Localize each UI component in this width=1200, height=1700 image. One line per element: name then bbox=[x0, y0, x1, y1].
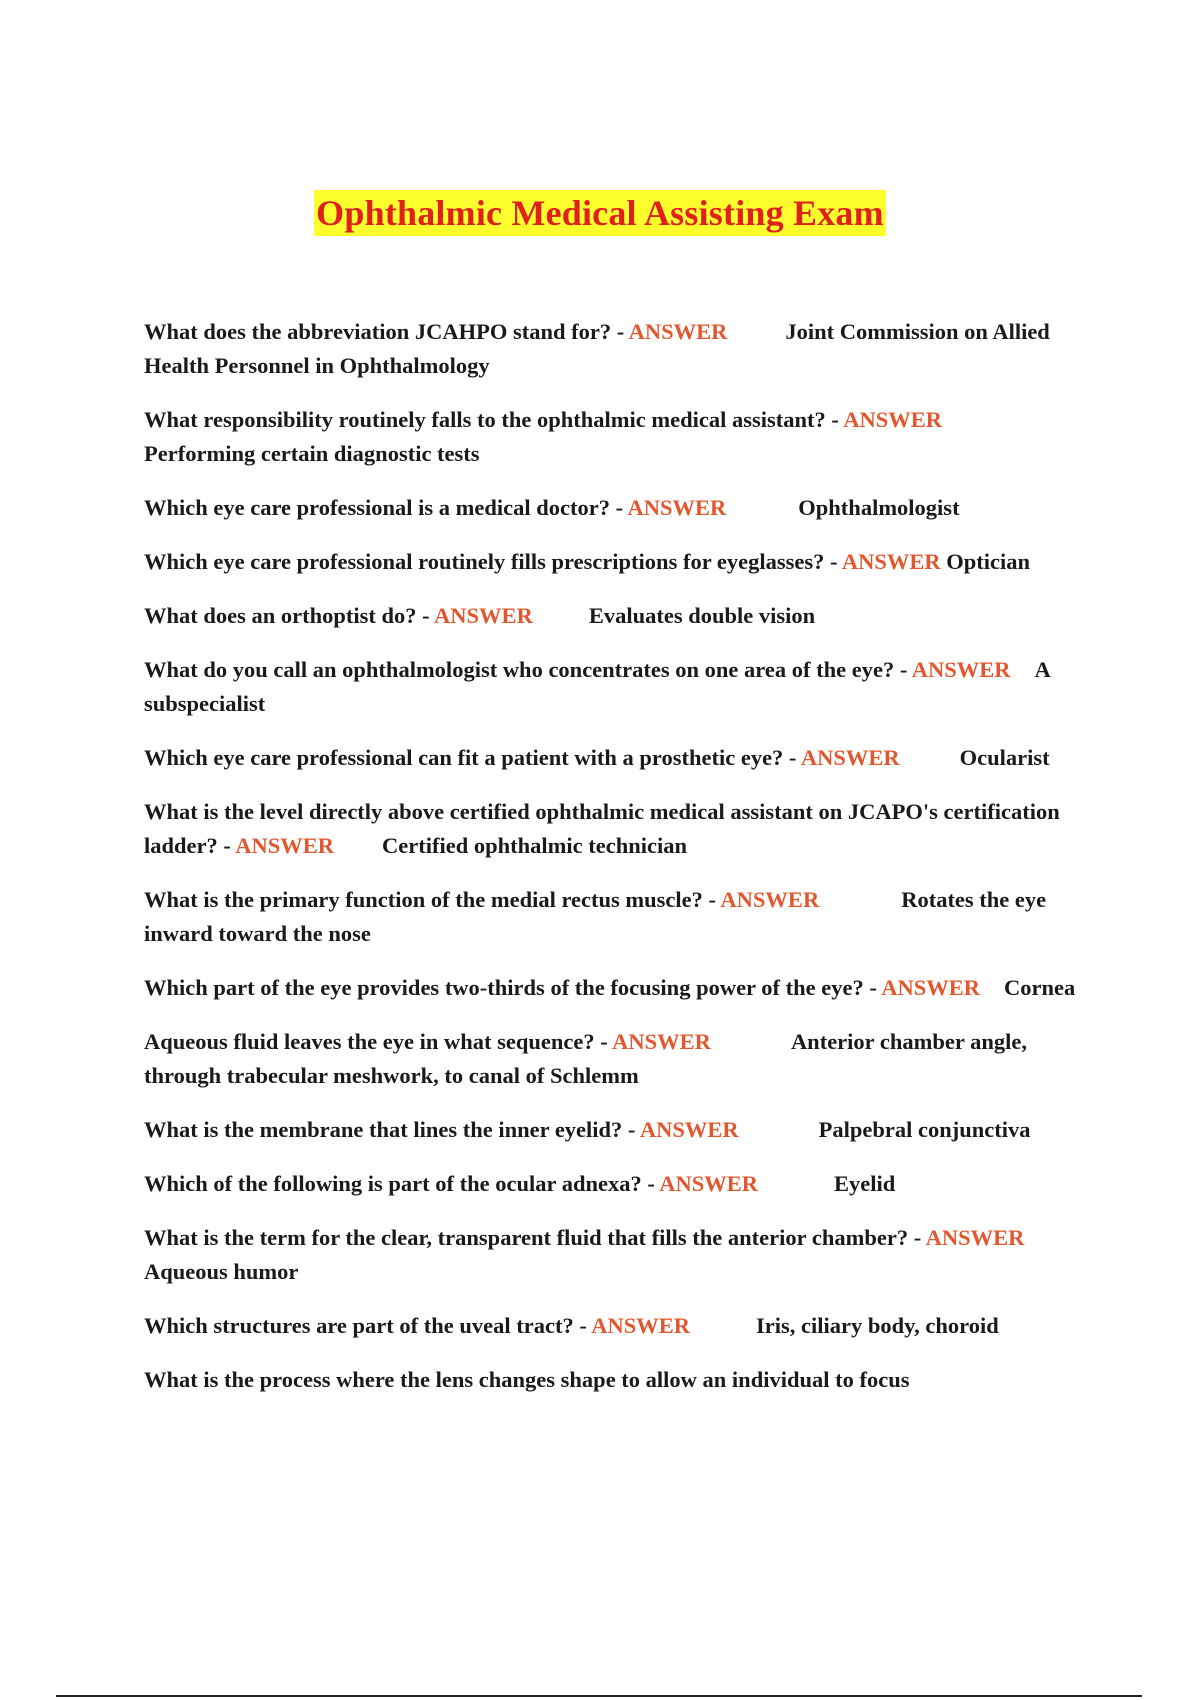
question-text: What responsibility routinely falls to the ophthalmic medical assistant? - bbox=[144, 407, 839, 432]
answer-label: ANSWER bbox=[800, 745, 900, 770]
page-title: Ophthalmic Medical Assisting Exam bbox=[314, 190, 886, 236]
answer-text: Performing certain diagnostic tests bbox=[144, 441, 480, 466]
qa-item bbox=[144, 1363, 1104, 1397]
answer-text: Rotates the eye inward toward the nose bbox=[144, 887, 1047, 946]
question-text: What do you call an ophthalmologist who concentrates on one area of the eye? - bbox=[144, 657, 908, 682]
answer-text: Anterior chamber angle, through trabecular meshwork, to canal of Schlemm bbox=[144, 1029, 1027, 1088]
qa-item bbox=[144, 1309, 1104, 1343]
question-text: Which structures are part of the uveal tract? - bbox=[144, 1313, 587, 1338]
question-text: Which part of the eye provides two-thirds of the focusing power of the eye? - bbox=[144, 975, 877, 1000]
answer-label: ANSWER bbox=[627, 495, 727, 520]
answer-label: ANSWER bbox=[235, 833, 335, 858]
answer-label: ANSWER bbox=[434, 603, 533, 628]
question-text: Which of the following is part of the ocular adnexa? - bbox=[144, 1171, 655, 1196]
question-text: What does the abbreviation JCAHPO stand for? - bbox=[144, 319, 625, 344]
qa-item bbox=[144, 883, 1104, 951]
qa-item bbox=[144, 741, 1104, 775]
answer-label: ANSWER bbox=[843, 407, 943, 432]
answer-text: Cornea bbox=[1004, 975, 1076, 1000]
qa-item bbox=[144, 599, 1104, 633]
question-text: Which eye care professional is a medical doctor? - bbox=[144, 495, 624, 520]
question-text: What is the primary function of the medial rectus muscle? - bbox=[144, 887, 717, 912]
answer-text: Certified ophthalmic technician bbox=[382, 833, 688, 858]
answer-text: Iris, ciliary body, choroid bbox=[756, 1313, 999, 1338]
answer-text: A subspecialist bbox=[144, 657, 1050, 716]
title-container bbox=[0, 190, 1200, 236]
question-text: What is the term for the clear, transparent fluid that fills the anterior chamber? - bbox=[144, 1225, 922, 1250]
answer-label: ANSWER bbox=[639, 1117, 739, 1142]
question-text: What is the level directly above certified ophthalmic medical assistant on JCAPO's certification ladder? - bbox=[144, 799, 1060, 858]
answer-text: Optician bbox=[946, 549, 1031, 574]
answer-label: ANSWER bbox=[591, 1313, 690, 1338]
qa-item bbox=[144, 403, 1104, 471]
qa-item bbox=[144, 1221, 1104, 1289]
answer-label: ANSWER bbox=[925, 1225, 1025, 1250]
qa-item bbox=[144, 1167, 1104, 1201]
question-text: What is the membrane that lines the inner eyelid? - bbox=[144, 1117, 636, 1142]
qa-item bbox=[144, 315, 1104, 383]
qa-item bbox=[144, 653, 1104, 721]
qa-item bbox=[144, 545, 1104, 579]
qa-item bbox=[144, 971, 1104, 1005]
question-text: What does an orthoptist do? - bbox=[144, 603, 430, 628]
question-text: Aqueous fluid leaves the eye in what sequence? - bbox=[144, 1029, 608, 1054]
qa-item bbox=[144, 795, 1104, 863]
qa-item bbox=[144, 1025, 1104, 1093]
answer-text: Ophthalmologist bbox=[798, 495, 960, 520]
answer-label: ANSWER bbox=[659, 1171, 759, 1196]
answer-text: Joint Commission on Allied Health Personnel in Ophthalmology bbox=[144, 319, 1050, 378]
answer-text: Eyelid bbox=[834, 1171, 896, 1196]
answer-label: ANSWER bbox=[612, 1029, 711, 1054]
answer-text: Evaluates double vision bbox=[588, 603, 816, 628]
answer-label: ANSWER bbox=[720, 887, 820, 912]
qa-item bbox=[144, 1113, 1104, 1147]
answer-label: ANSWER bbox=[628, 319, 728, 344]
qa-list bbox=[144, 315, 1104, 1417]
answer-label: ANSWER bbox=[841, 549, 941, 574]
footer-divider bbox=[56, 1695, 1142, 1697]
qa-item bbox=[144, 491, 1104, 525]
question-text: Which eye care professional routinely fills prescriptions for eyeglasses? - bbox=[144, 549, 838, 574]
answer-text: Ocularist bbox=[959, 745, 1050, 770]
question-text: Which eye care professional can fit a patient with a prosthetic eye? - bbox=[144, 745, 797, 770]
question-text: What is the process where the lens changes shape to allow an individual to focus bbox=[144, 1367, 910, 1392]
answer-text: Aqueous humor bbox=[144, 1259, 299, 1284]
answer-text: Palpebral conjunctiva bbox=[818, 1117, 1031, 1142]
answer-label: ANSWER bbox=[911, 657, 1011, 682]
answer-label: ANSWER bbox=[881, 975, 981, 1000]
